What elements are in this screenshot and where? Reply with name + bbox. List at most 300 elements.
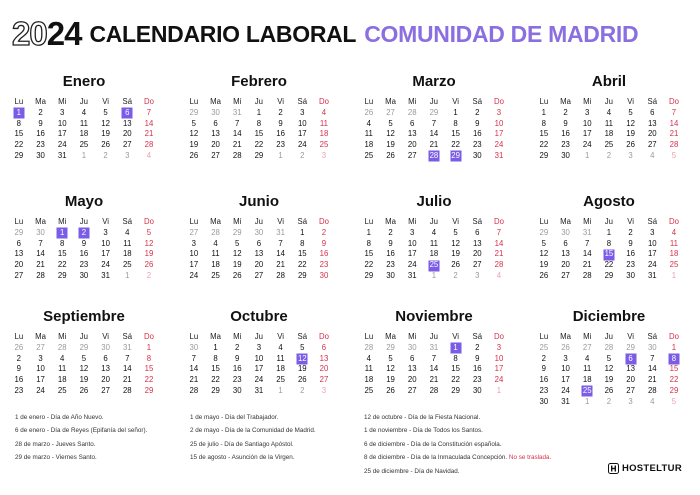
month-septiembre xyxy=(8,307,160,397)
day-cell: 19 xyxy=(451,249,460,259)
day-cell: 24 xyxy=(57,140,67,150)
day-cell: 19 xyxy=(297,364,307,374)
weekday-header: Do xyxy=(318,217,329,226)
day-cell: 19 xyxy=(232,260,242,270)
day-cell-other-month: 3 xyxy=(475,270,480,280)
day-cell: 18 xyxy=(211,260,220,270)
day-cell: 26 xyxy=(144,260,154,270)
month-julio xyxy=(358,192,510,282)
day-cell: 13 xyxy=(407,364,417,374)
day-cell: 30 xyxy=(386,270,395,280)
day-cell: 14 xyxy=(232,129,242,139)
day-cell: 14 xyxy=(144,118,154,128)
day-cell-holiday: 28 xyxy=(423,151,445,162)
day-cell: 10 xyxy=(647,238,657,248)
day-cell: 4 xyxy=(671,227,677,237)
day-cell: 24 xyxy=(189,270,199,280)
weekday-header: Ma xyxy=(35,97,46,106)
day-cell: 6 xyxy=(650,107,655,117)
day-cell-holiday: 25 xyxy=(576,386,598,397)
day-cell: 15 xyxy=(364,249,374,259)
weekday-header: Mi xyxy=(233,97,242,106)
day-cell-holiday: 6 xyxy=(620,354,642,365)
month-mayo xyxy=(8,192,160,282)
day-cell: 20 xyxy=(561,260,570,270)
day-cell: 20 xyxy=(626,375,635,385)
holiday-note: 2 de mayo - Día de la Comunidad de Madrid. xyxy=(190,427,316,435)
weekday-header: Vi xyxy=(627,97,634,106)
day-cell: 21 xyxy=(36,260,45,270)
day-cell: 28 xyxy=(647,385,657,395)
day-cell: 7 xyxy=(585,238,590,248)
day-cell-other-month: 28 xyxy=(364,342,374,352)
day-cell: 29 xyxy=(539,150,549,160)
month-grid xyxy=(183,332,335,397)
day-cell-holiday: 1 xyxy=(445,343,467,354)
day-cell: 17 xyxy=(561,375,570,385)
day-cell-other-month: 25 xyxy=(539,342,549,352)
day-cell: 17 xyxy=(57,129,67,139)
day-cell: 23 xyxy=(319,260,329,270)
day-cell: 16 xyxy=(232,364,242,374)
day-cell: 13 xyxy=(211,129,220,139)
day-cell: 18 xyxy=(364,375,374,385)
day-cell: 7 xyxy=(650,353,655,363)
day-cell: 3 xyxy=(60,107,65,117)
month-grid xyxy=(358,217,510,282)
day-cell-other-month: 3 xyxy=(321,385,327,395)
year-solid: 24 xyxy=(46,15,82,52)
day-cell: 1 xyxy=(146,342,152,352)
day-cell-other-month: 30 xyxy=(647,342,657,352)
day-cell: 10 xyxy=(254,353,264,363)
weekday-header: Ju xyxy=(254,332,264,341)
day-cell: 30 xyxy=(561,150,570,160)
day-cell: 9 xyxy=(278,118,283,128)
day-cell-other-month: 2 xyxy=(606,396,612,406)
day-cell: 7 xyxy=(38,238,43,248)
month-diciembre xyxy=(533,307,685,408)
month-octubre xyxy=(183,307,335,397)
day-cell: 28 xyxy=(582,270,592,280)
day-cell: 25 xyxy=(364,150,374,160)
day-cell-holiday: 2 xyxy=(73,228,95,239)
day-cell: 14 xyxy=(494,238,504,248)
day-cell: 26 xyxy=(189,150,199,160)
month-name: Agosto xyxy=(583,193,635,210)
day-cell: 14 xyxy=(429,129,439,139)
day-cell: 8 xyxy=(146,353,152,363)
holiday-notes-left xyxy=(15,411,190,465)
day-cell: 2 xyxy=(563,107,568,117)
weekday-header: Lu xyxy=(14,217,24,226)
day-cell: 3 xyxy=(563,353,568,363)
day-cell: 28 xyxy=(429,385,439,395)
weekday-header: Mi xyxy=(408,217,417,226)
day-cell: 3 xyxy=(300,107,305,117)
weekday-header: Vi xyxy=(627,217,634,226)
day-cell-holiday: 12 xyxy=(291,354,313,365)
month-grid xyxy=(533,97,685,162)
weekday-header: Ju xyxy=(604,332,614,341)
day-cell: 22 xyxy=(144,375,154,385)
day-cell: 17 xyxy=(407,249,417,259)
day-cell: 6 xyxy=(563,238,568,248)
day-cell: 23 xyxy=(472,140,482,150)
day-cell: 11 xyxy=(364,364,373,374)
month-grid xyxy=(183,97,335,162)
day-cell: 21 xyxy=(232,140,242,150)
day-cell-other-month: 28 xyxy=(57,342,67,352)
day-cell: 2 xyxy=(628,227,633,237)
weekday-header: Do xyxy=(143,332,154,341)
day-cell: 4 xyxy=(278,342,283,352)
day-cell: 23 xyxy=(561,140,570,150)
day-cell: 28 xyxy=(276,270,285,280)
day-cell-other-month: 3 xyxy=(321,150,327,160)
day-cell-other-month: 31 xyxy=(276,227,285,237)
day-cell: 15 xyxy=(211,364,220,374)
weekday-header: Ju xyxy=(79,97,89,106)
day-cell: 16 xyxy=(472,129,482,139)
day-cell: 9 xyxy=(16,364,22,374)
day-cell: 19 xyxy=(386,375,395,385)
day-cell: 25 xyxy=(276,375,285,385)
day-cell: 31 xyxy=(57,150,67,160)
day-cell-other-month: 4 xyxy=(496,270,502,280)
day-cell: 28 xyxy=(669,140,679,150)
day-cell: 1 xyxy=(366,227,372,237)
day-cell: 3 xyxy=(191,238,197,248)
day-cell: 12 xyxy=(386,364,395,374)
day-cell-other-month: 3 xyxy=(125,150,130,160)
day-cell: 10 xyxy=(297,118,307,128)
day-cell: 15 xyxy=(14,129,24,139)
day-cell: 27 xyxy=(647,140,657,150)
day-cell: 22 xyxy=(451,375,460,385)
day-cell: 17 xyxy=(189,260,199,270)
month-name: Mayo xyxy=(64,193,104,210)
day-cell: 20 xyxy=(122,129,132,139)
day-cell: 23 xyxy=(472,375,482,385)
day-cell: 11 xyxy=(583,364,592,374)
day-cell: 4 xyxy=(366,353,372,363)
weekday-header: Sá xyxy=(647,332,658,341)
day-cell: 2 xyxy=(38,107,43,117)
day-cell: 5 xyxy=(235,238,240,248)
day-cell: 28 xyxy=(494,260,504,270)
day-cell: 13 xyxy=(319,353,329,363)
day-cell-other-month: 2 xyxy=(300,150,305,160)
day-cell: 23 xyxy=(232,375,242,385)
day-cell-other-month: 26 xyxy=(14,342,24,352)
day-cell: 15 xyxy=(539,129,549,139)
day-cell: 30 xyxy=(232,385,242,395)
day-cell: 8 xyxy=(453,118,458,128)
day-cell: 21 xyxy=(429,140,439,150)
holiday-note: 1 de noviembre - Día de Todos los Santos. xyxy=(364,427,483,435)
day-cell: 18 xyxy=(604,129,614,139)
day-cell: 20 xyxy=(647,129,657,139)
holiday-note: 25 de diciembre - Día de Navidad. xyxy=(364,467,460,475)
day-cell-other-month: 3 xyxy=(628,150,633,160)
day-cell: 25 xyxy=(669,260,679,270)
day-cell: 29 xyxy=(604,270,614,280)
weekday-header: Ju xyxy=(604,97,614,106)
day-cell: 27 xyxy=(319,375,329,385)
weekday-header: Lu xyxy=(189,97,199,106)
weekday-header: Mi xyxy=(233,217,242,226)
weekday-header: Ju xyxy=(429,332,439,341)
weekday-header: Lu xyxy=(189,332,199,341)
day-cell-other-month: 29 xyxy=(79,342,89,352)
day-cell: 4 xyxy=(81,107,87,117)
month-grid xyxy=(533,332,685,408)
day-cell: 5 xyxy=(388,118,393,128)
day-cell: 23 xyxy=(386,260,395,270)
weekday-header: Do xyxy=(143,217,154,226)
day-cell: 25 xyxy=(57,385,67,395)
brand-logo xyxy=(608,463,682,474)
weekday-header: Sá xyxy=(472,217,483,226)
day-cell: 2 xyxy=(235,342,240,352)
day-cell: 30 xyxy=(626,270,635,280)
weekday-header: Ju xyxy=(79,332,89,341)
day-cell: 17 xyxy=(101,249,110,259)
day-cell: 5 xyxy=(300,342,305,352)
holiday-note: 12 de octubre - Día de la Fiesta Nacional. xyxy=(364,414,481,421)
day-cell: 30 xyxy=(472,150,482,160)
day-cell: 18 xyxy=(364,140,374,150)
day-cell: 1 xyxy=(213,342,218,352)
day-cell: 26 xyxy=(386,150,395,160)
day-cell: 1 xyxy=(671,342,677,352)
day-cell: 31 xyxy=(101,270,110,280)
year-outline: 20 xyxy=(12,15,47,52)
day-cell-other-month: 4 xyxy=(650,150,655,160)
weekday-header: Vi xyxy=(102,97,109,106)
day-cell: 5 xyxy=(628,107,633,117)
day-cell: 4 xyxy=(321,107,327,117)
holiday-notes-right xyxy=(364,411,594,478)
day-cell: 4 xyxy=(60,353,65,363)
day-cell: 29 xyxy=(451,385,460,395)
day-cell: 29 xyxy=(144,385,154,395)
day-cell: 23 xyxy=(14,385,24,395)
weekday-header: Do xyxy=(493,97,504,106)
day-cell: 8 xyxy=(16,118,22,128)
day-cell: 20 xyxy=(319,364,329,374)
day-cell: 17 xyxy=(254,364,264,374)
weekday-header: Sá xyxy=(297,217,308,226)
day-cell-other-month: 1 xyxy=(585,150,590,160)
day-cell: 18 xyxy=(669,249,679,259)
weekday-header: Ma xyxy=(210,97,221,106)
day-cell: 17 xyxy=(494,364,504,374)
day-cell: 8 xyxy=(606,238,612,248)
day-cell: 24 xyxy=(297,140,307,150)
day-cell: 7 xyxy=(235,118,240,128)
weekday-header: Lu xyxy=(14,97,24,106)
day-cell: 11 xyxy=(319,118,329,128)
day-cell-other-month: 2 xyxy=(103,150,108,160)
holiday-note-text: 8 de diciembre - Día de la Inmaculada Concepción. xyxy=(364,454,508,462)
day-cell: 12 xyxy=(101,118,110,128)
day-cell: 21 xyxy=(122,375,132,385)
holiday-note: 1 de mayo - Día del Trabajador. xyxy=(190,414,279,421)
weekday-header: Ma xyxy=(560,97,571,106)
day-cell: 16 xyxy=(79,249,89,259)
day-cell: 1 xyxy=(541,107,547,117)
day-cell: 29 xyxy=(14,150,24,160)
day-cell-other-month: 28 xyxy=(604,342,614,352)
weekday-header: Vi xyxy=(452,332,459,341)
day-cell: 28 xyxy=(36,270,45,280)
holiday-note: 6 de enero - Día de Reyes (Epifanía del señor). xyxy=(15,427,148,435)
day-cell: 6 xyxy=(410,118,415,128)
day-cell-other-month: 5 xyxy=(671,150,677,160)
day-cell-other-month: 5 xyxy=(671,396,677,406)
weekday-header: Sá xyxy=(122,97,133,106)
holiday-note: 29 de marzo - Viernes Santo. xyxy=(15,454,97,462)
day-cell: 14 xyxy=(429,364,439,374)
day-cell: 19 xyxy=(539,260,549,270)
weekday-header: Mi xyxy=(58,332,67,341)
day-cell: 25 xyxy=(604,140,614,150)
day-cell: 8 xyxy=(366,238,372,248)
day-cell: 5 xyxy=(453,227,458,237)
day-cell: 22 xyxy=(669,375,679,385)
day-cell: 25 xyxy=(79,140,89,150)
month-grid xyxy=(533,217,685,282)
day-cell: 13 xyxy=(254,249,264,259)
weekday-header: Do xyxy=(668,97,679,106)
weekday-header: Vi xyxy=(277,217,284,226)
day-cell: 27 xyxy=(101,385,110,395)
weekday-header: Vi xyxy=(102,217,109,226)
day-cell: 16 xyxy=(319,249,329,259)
day-cell: 14 xyxy=(189,364,199,374)
day-cell: 26 xyxy=(539,270,549,280)
day-cell: 11 xyxy=(58,364,67,374)
weekday-header: Ma xyxy=(385,217,396,226)
day-cell: 6 xyxy=(103,353,108,363)
day-cell-other-month: 28 xyxy=(211,227,220,237)
day-cell-holiday: 15 xyxy=(598,249,620,260)
day-cell: 22 xyxy=(14,140,24,150)
day-cell: 6 xyxy=(321,342,327,352)
weekday-header: Ma xyxy=(35,217,46,226)
holiday-note xyxy=(364,451,594,464)
weekday-header: Ju xyxy=(254,217,264,226)
day-cell: 9 xyxy=(321,238,327,248)
weekday-header: Lu xyxy=(14,332,24,341)
weekday-header: Lu xyxy=(539,97,549,106)
day-cell: 8 xyxy=(541,118,547,128)
day-cell: 2 xyxy=(475,107,480,117)
day-cell: 5 xyxy=(146,227,152,237)
day-cell: 6 xyxy=(16,238,22,248)
day-cell: 27 xyxy=(626,385,635,395)
weekday-header: Sá xyxy=(297,97,308,106)
day-cell-other-month: 1 xyxy=(81,150,87,160)
day-cell: 5 xyxy=(606,353,612,363)
weekday-header: Ma xyxy=(210,332,221,341)
month-grid xyxy=(358,97,510,162)
weekday-header: Ma xyxy=(210,217,221,226)
weekday-header: Do xyxy=(668,217,679,226)
day-cell-other-month: 26 xyxy=(561,342,570,352)
weekday-header: Mi xyxy=(408,97,417,106)
day-cell: 19 xyxy=(101,129,110,139)
weekday-header: Do xyxy=(143,97,154,106)
day-cell: 17 xyxy=(494,129,504,139)
day-cell: 31 xyxy=(647,270,657,280)
day-cell-other-month: 4 xyxy=(650,396,655,406)
day-cell: 22 xyxy=(57,260,67,270)
day-cell: 13 xyxy=(14,249,24,259)
day-cell: 31 xyxy=(254,385,264,395)
day-cell: 18 xyxy=(57,375,67,385)
month-name: Enero xyxy=(62,73,106,90)
day-cell-holiday: 1 xyxy=(51,228,73,239)
day-cell-other-month: 31 xyxy=(122,342,132,352)
day-cell: 3 xyxy=(496,107,502,117)
day-cell: 18 xyxy=(79,129,89,139)
day-cell: 3 xyxy=(410,227,415,237)
day-cell: 3 xyxy=(496,342,502,352)
day-cell: 12 xyxy=(451,238,460,248)
day-cell: 25 xyxy=(122,260,132,270)
region-title: COMUNIDAD DE MADRID xyxy=(364,20,639,47)
day-cell: 20 xyxy=(14,260,24,270)
day-cell: 27 xyxy=(211,150,220,160)
day-cell: 9 xyxy=(563,118,568,128)
day-cell-other-month: 30 xyxy=(211,107,220,117)
day-cell: 16 xyxy=(14,375,24,385)
month-grid xyxy=(8,332,160,397)
day-cell: 14 xyxy=(647,364,657,374)
day-cell-other-month: 29 xyxy=(626,342,635,352)
weekday-header: Vi xyxy=(452,217,459,226)
day-cell: 18 xyxy=(582,375,592,385)
day-cell: 22 xyxy=(297,260,307,270)
day-cell: 29 xyxy=(254,150,264,160)
day-cell-other-month: 4 xyxy=(146,150,152,160)
month-name: Diciembre xyxy=(572,308,646,325)
day-cell: 22 xyxy=(604,260,614,270)
hosteltur-logo-icon xyxy=(608,463,619,474)
weekday-header: Mi xyxy=(583,332,592,341)
day-cell: 29 xyxy=(211,385,220,395)
weekday-header: Do xyxy=(668,332,679,341)
day-cell: 25 xyxy=(211,270,220,280)
weekday-header: Ju xyxy=(254,97,264,106)
day-cell: 10 xyxy=(101,238,110,248)
day-cell-other-month: 28 xyxy=(407,107,417,117)
day-cell: 25 xyxy=(319,140,329,150)
day-cell: 10 xyxy=(57,118,67,128)
day-cell: 31 xyxy=(494,150,504,160)
day-cell-other-month: 29 xyxy=(14,227,24,237)
day-cell: 29 xyxy=(364,270,374,280)
day-cell-other-month: 29 xyxy=(189,107,199,117)
day-cell: 21 xyxy=(144,129,154,139)
weekday-header: Ma xyxy=(560,217,571,226)
day-cell: 12 xyxy=(232,249,242,259)
day-cell: 16 xyxy=(472,364,482,374)
weekday-header: Vi xyxy=(102,332,109,341)
